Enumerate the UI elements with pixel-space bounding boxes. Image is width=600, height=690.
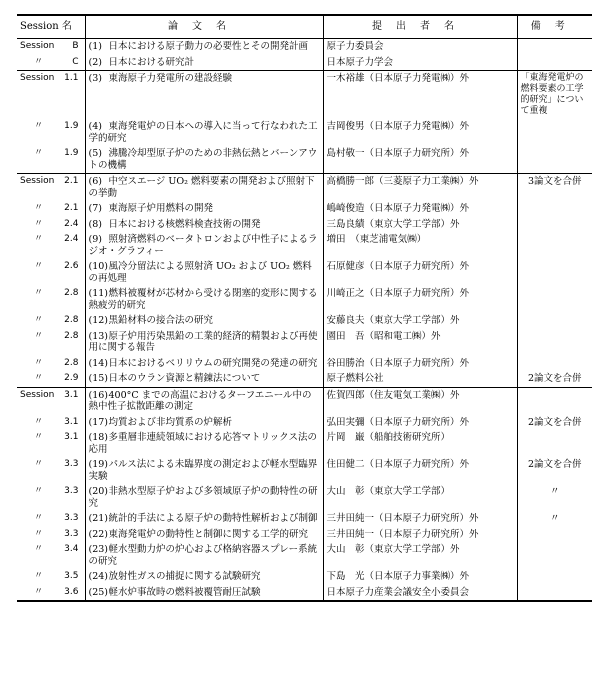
session-code: 2.9 bbox=[64, 373, 79, 383]
session-label: 〃 bbox=[34, 432, 44, 442]
table-row bbox=[17, 55, 592, 71]
session-code: 1.9 bbox=[64, 121, 79, 131]
header-remarks: 備考 bbox=[517, 15, 592, 39]
paper-number: (25) bbox=[88, 586, 109, 598]
table-row bbox=[17, 119, 592, 146]
presenter-cell: 大山 彰（東京大学工学部）外 bbox=[323, 542, 517, 569]
title-cell bbox=[85, 119, 323, 146]
session-code: 2.4 bbox=[64, 234, 79, 244]
paper-title: 統計的手法による原子炉の動特性解析および制御 bbox=[108, 513, 318, 524]
session-code: 3.1 bbox=[64, 432, 79, 442]
session-code: 3.1 bbox=[64, 416, 79, 427]
table-row bbox=[17, 71, 592, 120]
session-code: 2.8 bbox=[64, 288, 79, 298]
paper-number: (7) bbox=[88, 203, 102, 214]
paper-number: (5) bbox=[88, 148, 102, 159]
session-code: 2.8 bbox=[64, 330, 79, 341]
session-label: 〃 bbox=[34, 288, 44, 298]
title-cell bbox=[85, 356, 323, 372]
session-code: 3.3 bbox=[64, 459, 79, 469]
session-label: 〃 bbox=[34, 513, 44, 523]
session-cell bbox=[17, 71, 85, 120]
presenter-cell: 下島 光（日本原子力事業㈱）外 bbox=[323, 569, 517, 585]
title-cell bbox=[85, 201, 323, 217]
session-cell bbox=[17, 511, 85, 527]
session-label: 〃 bbox=[34, 528, 44, 539]
title-cell bbox=[85, 329, 323, 356]
title-cell bbox=[85, 430, 323, 457]
paper-title: 日本のウラン資源と精錬法について bbox=[108, 373, 261, 384]
presenter-cell: 三井田純一（日本原子力研究所）外 bbox=[323, 527, 517, 543]
presenter-cell: 一木裕雄（日本原子力発電㈱）外 bbox=[323, 71, 517, 120]
remarks-cell bbox=[517, 201, 592, 217]
paper-number: (14) bbox=[88, 357, 109, 369]
presenter-cell: 住田健二（日本原子力研究所）外 bbox=[323, 457, 517, 484]
session-code: 2.1 bbox=[64, 203, 79, 213]
table-row bbox=[17, 259, 592, 286]
table-row bbox=[17, 174, 592, 202]
table-row bbox=[17, 387, 592, 415]
presenter-cell: 高橋勝一郎（三菱原子力工業㈱）外 bbox=[323, 174, 517, 202]
title-cell bbox=[85, 542, 323, 569]
remarks-cell bbox=[517, 430, 592, 457]
session-label: 〃 bbox=[34, 544, 44, 554]
session-cell bbox=[17, 542, 85, 569]
remarks-cell: 〃 bbox=[517, 484, 592, 511]
remarks-cell bbox=[517, 356, 592, 372]
session-cell bbox=[17, 585, 85, 602]
session-code: 2.8 bbox=[64, 315, 79, 325]
session-code: C bbox=[72, 56, 79, 67]
table-row bbox=[17, 39, 592, 55]
paper-number: (9) bbox=[88, 234, 102, 245]
presenter-cell: 嶋崎俊造（日本原子力発電㈱）外 bbox=[323, 201, 517, 217]
session-label: Session bbox=[20, 389, 55, 400]
presenter-cell: 安藤良夫（東京大学工学部）外 bbox=[323, 313, 517, 329]
paper-number: (10) bbox=[88, 261, 109, 272]
session-code: 2.1 bbox=[64, 176, 79, 186]
table-row bbox=[17, 569, 592, 585]
paper-number: (17) bbox=[88, 416, 109, 428]
session-label: 〃 bbox=[34, 373, 44, 383]
header-session: Session 名 bbox=[17, 15, 85, 39]
title-cell bbox=[85, 415, 323, 431]
session-code: 3.5 bbox=[64, 571, 79, 581]
title-cell bbox=[85, 511, 323, 527]
session-label: 〃 bbox=[34, 571, 44, 581]
table-row bbox=[17, 217, 592, 233]
title-cell bbox=[85, 39, 323, 55]
table-row bbox=[17, 511, 592, 527]
session-cell bbox=[17, 484, 85, 511]
paper-title: 燃料被覆材が芯材から受ける閉塞的変形に関する熱疲労的研究 bbox=[88, 288, 318, 311]
table-row bbox=[17, 527, 592, 543]
session-cell bbox=[17, 119, 85, 146]
title-cell bbox=[85, 259, 323, 286]
table-row bbox=[17, 371, 592, 387]
table-row bbox=[17, 542, 592, 569]
title-cell bbox=[85, 585, 323, 602]
remarks-cell bbox=[517, 527, 592, 543]
session-cell bbox=[17, 329, 85, 356]
table-row bbox=[17, 585, 592, 602]
paper-title: 東海原子力発電所の建設経験 bbox=[108, 73, 233, 84]
session-cell bbox=[17, 430, 85, 457]
paper-number: (19) bbox=[88, 459, 109, 470]
remarks-cell bbox=[517, 387, 592, 415]
title-cell bbox=[85, 457, 323, 484]
title-cell bbox=[85, 313, 323, 329]
presenter-cell: 佐賀四郎（住友電気工業㈱）外 bbox=[323, 387, 517, 415]
presenter-cell: 弘田実彌（日本原子力研究所）外 bbox=[323, 415, 517, 431]
header-row bbox=[17, 15, 592, 39]
paper-list-table-container bbox=[17, 14, 592, 682]
session-label: 〃 bbox=[34, 586, 44, 597]
remarks-cell bbox=[517, 542, 592, 569]
paper-title: 中空スエージ UO₂ 燃料要素の開発および照射下の挙動 bbox=[88, 176, 315, 199]
remarks-cell bbox=[517, 39, 592, 55]
remarks-cell bbox=[517, 71, 592, 120]
remarks-cell bbox=[517, 569, 592, 585]
paper-number: (12) bbox=[88, 315, 109, 326]
session-label: 〃 bbox=[34, 357, 44, 368]
session-label: 〃 bbox=[34, 330, 44, 341]
paper-title: 多重層非連続領域における応答マトリックス法の応用 bbox=[88, 432, 318, 455]
session-label: 〃 bbox=[34, 315, 44, 325]
paper-title: 日本における核燃料検査技術の開発 bbox=[108, 218, 261, 230]
remarks-cell bbox=[517, 119, 592, 146]
session-code: 3.1 bbox=[64, 389, 79, 400]
session-code: 3.3 bbox=[64, 486, 79, 496]
session-cell bbox=[17, 201, 85, 217]
remarks-cell bbox=[517, 259, 592, 286]
session-cell bbox=[17, 217, 85, 233]
paper-title: 日本における原子動力の必要性とその開発計画 bbox=[108, 41, 309, 52]
table-row bbox=[17, 430, 592, 457]
session-cell bbox=[17, 527, 85, 543]
session-label: Session bbox=[20, 176, 55, 186]
title-cell bbox=[85, 174, 323, 202]
session-label: 〃 bbox=[34, 218, 44, 229]
paper-title: 日本における研究計 bbox=[108, 56, 195, 68]
presenter-cell: 川崎正之（日本原子力研究所）外 bbox=[323, 286, 517, 313]
remarks-cell bbox=[517, 585, 592, 602]
table-row bbox=[17, 146, 592, 174]
session-label: Session bbox=[20, 73, 55, 83]
remarks-cell bbox=[517, 217, 592, 233]
paper-number: (11) bbox=[88, 288, 109, 299]
paper-number: (2) bbox=[88, 56, 102, 68]
session-cell bbox=[17, 286, 85, 313]
paper-number: (13) bbox=[88, 330, 109, 342]
table-row bbox=[17, 232, 592, 259]
session-code: 3.6 bbox=[64, 586, 79, 597]
table-row bbox=[17, 201, 592, 217]
table-row bbox=[17, 457, 592, 484]
paper-title: 放射性ガスの捕捉に関する試験研究 bbox=[108, 571, 261, 582]
session-code: 3.3 bbox=[64, 513, 79, 523]
remarks-note: 「東海発電炉の燃料要素の工学的研究」について重複 bbox=[520, 73, 584, 116]
session-label: 〃 bbox=[34, 203, 44, 213]
title-cell bbox=[85, 71, 323, 120]
title-cell bbox=[85, 371, 323, 387]
session-code: 3.4 bbox=[64, 544, 79, 554]
session-code: 3.3 bbox=[64, 528, 79, 539]
title-cell bbox=[85, 286, 323, 313]
paper-number: (23) bbox=[88, 544, 109, 555]
session-label: 〃 bbox=[34, 459, 44, 469]
paper-title: 軽水型動力炉の炉心および格納容器スプレー系統の研究 bbox=[88, 544, 318, 567]
paper-title: 沸騰冷却型原子炉のための非熱伝熱とバーンアウトの機構 bbox=[88, 148, 318, 171]
paper-list-table bbox=[17, 14, 592, 602]
header-title: 論文名 bbox=[85, 15, 323, 39]
table-row bbox=[17, 286, 592, 313]
paper-title: 日本におけるベリリウムの研究開発の発達の研究 bbox=[108, 357, 318, 369]
table-row bbox=[17, 415, 592, 431]
session-code: B bbox=[72, 41, 79, 51]
paper-title: 非熱水型原子炉および多領域原子炉の動特性の研究 bbox=[88, 486, 318, 509]
remarks-cell bbox=[517, 55, 592, 71]
title-cell bbox=[85, 527, 323, 543]
remarks-cell bbox=[517, 313, 592, 329]
paper-title: 東海発電炉の日本への導入に当って行なわれた工学的研究 bbox=[88, 121, 318, 144]
presenter-cell: 三井田純一（日本原子力研究所）外 bbox=[323, 511, 517, 527]
presenter-cell: 日本原子力産業会議安全小委員会 bbox=[323, 585, 517, 602]
remarks-cell: 3論文を合併 bbox=[517, 174, 592, 202]
paper-title: 均質および非均質系の炉解析 bbox=[108, 416, 233, 428]
table-row bbox=[17, 356, 592, 372]
session-code: 2.4 bbox=[64, 218, 79, 229]
paper-number: (24) bbox=[88, 571, 109, 582]
paper-title: 軽水炉事故時の燃料被覆管耐圧試験 bbox=[108, 586, 261, 598]
paper-title: パルス法による未臨界度の測定および軽水型臨界実験 bbox=[88, 459, 318, 482]
title-cell bbox=[85, 232, 323, 259]
paper-number: (4) bbox=[88, 121, 102, 132]
paper-number: (1) bbox=[88, 41, 102, 52]
remarks-cell: 〃 bbox=[517, 511, 592, 527]
title-cell bbox=[85, 217, 323, 233]
paper-title: 原子炉用汚染黒鉛の工業的経済的精製および再使用に関する報告 bbox=[88, 330, 318, 353]
session-code: 2.8 bbox=[64, 357, 79, 368]
presenter-cell: 日本原子力学会 bbox=[323, 55, 517, 71]
presenter-cell: 吉岡俊男（日本原子力発電㈱）外 bbox=[323, 119, 517, 146]
paper-number: (8) bbox=[88, 218, 102, 230]
paper-number: (20) bbox=[88, 486, 109, 497]
paper-number: (21) bbox=[88, 513, 109, 524]
presenter-cell: 片岡 巌（船舶技術研究所） bbox=[323, 430, 517, 457]
remarks-cell bbox=[517, 146, 592, 174]
session-cell bbox=[17, 457, 85, 484]
session-cell bbox=[17, 232, 85, 259]
remarks-cell: 2論文を合併 bbox=[517, 415, 592, 431]
paper-title: 黒鉛材料の接合法の研究 bbox=[108, 315, 214, 326]
title-cell bbox=[85, 484, 323, 511]
session-cell bbox=[17, 259, 85, 286]
remarks-cell bbox=[517, 232, 592, 259]
title-cell bbox=[85, 387, 323, 415]
paper-title: 風冷分留法による照射済 UO₂ および UO₂ 燃料の再処理 bbox=[88, 261, 312, 284]
session-cell bbox=[17, 356, 85, 372]
paper-number: (3) bbox=[88, 73, 102, 84]
paper-title: 照射済燃料のベータトロンおよび中性子によるラジオ・グラフィー bbox=[88, 234, 318, 257]
session-code: 1.1 bbox=[64, 73, 79, 83]
paper-title: 東海原子炉用燃料の開発 bbox=[108, 203, 214, 214]
session-cell bbox=[17, 146, 85, 174]
presenter-cell: 原子力委員会 bbox=[323, 39, 517, 55]
paper-number: (6) bbox=[88, 176, 102, 187]
remarks-cell bbox=[517, 329, 592, 356]
session-label: 〃 bbox=[34, 261, 44, 271]
presenter-cell: 大山 彰（東京大学工学部） bbox=[323, 484, 517, 511]
presenter-cell: 谷田勝治（日本原子力研究所）外 bbox=[323, 356, 517, 372]
title-cell bbox=[85, 146, 323, 174]
title-cell bbox=[85, 569, 323, 585]
paper-number: (18) bbox=[88, 432, 109, 443]
session-cell bbox=[17, 55, 85, 71]
presenter-cell: 三島良績（東京大学工学部）外 bbox=[323, 217, 517, 233]
remarks-cell: 2論文を合併 bbox=[517, 457, 592, 484]
presenter-cell: 島村敬一（日本原子力研究所）外 bbox=[323, 146, 517, 174]
session-cell bbox=[17, 569, 85, 585]
presenter-cell: 園田 吾（昭和電工㈱）外 bbox=[323, 329, 517, 356]
table-body bbox=[17, 39, 592, 602]
session-label: 〃 bbox=[34, 148, 44, 158]
session-code: 1.9 bbox=[64, 148, 79, 158]
paper-number: (15) bbox=[88, 373, 109, 384]
table-row bbox=[17, 484, 592, 511]
remarks-cell: 2論文を合併 bbox=[517, 371, 592, 387]
session-cell bbox=[17, 371, 85, 387]
session-cell bbox=[17, 415, 85, 431]
paper-number: (16) bbox=[88, 389, 109, 401]
session-label: 〃 bbox=[34, 121, 44, 131]
table-row bbox=[17, 329, 592, 356]
session-label: 〃 bbox=[34, 486, 44, 496]
title-cell bbox=[85, 55, 323, 71]
session-cell bbox=[17, 39, 85, 55]
header-presenter: 提出者名 bbox=[323, 15, 517, 39]
session-code: 2.6 bbox=[64, 261, 79, 271]
remarks-cell bbox=[517, 286, 592, 313]
session-label: 〃 bbox=[34, 234, 44, 244]
presenter-cell: 増田 （東芝浦電気㈱） bbox=[323, 232, 517, 259]
presenter-cell: 原子燃料公社 bbox=[323, 371, 517, 387]
presenter-cell: 石原健彦（日本原子力研究所）外 bbox=[323, 259, 517, 286]
session-cell bbox=[17, 387, 85, 415]
paper-number: (22) bbox=[88, 528, 109, 540]
table-row bbox=[17, 313, 592, 329]
paper-title: 東海発電炉の動特性と制御に関する工学的研究 bbox=[108, 528, 309, 540]
session-cell bbox=[17, 174, 85, 202]
session-label: 〃 bbox=[34, 416, 44, 427]
session-cell bbox=[17, 313, 85, 329]
paper-title: 400°C までの高温におけるターフエニール中の熱中性子拡散距離の測定 bbox=[88, 389, 312, 412]
session-label: 〃 bbox=[34, 56, 44, 67]
session-label: Session bbox=[20, 41, 55, 51]
